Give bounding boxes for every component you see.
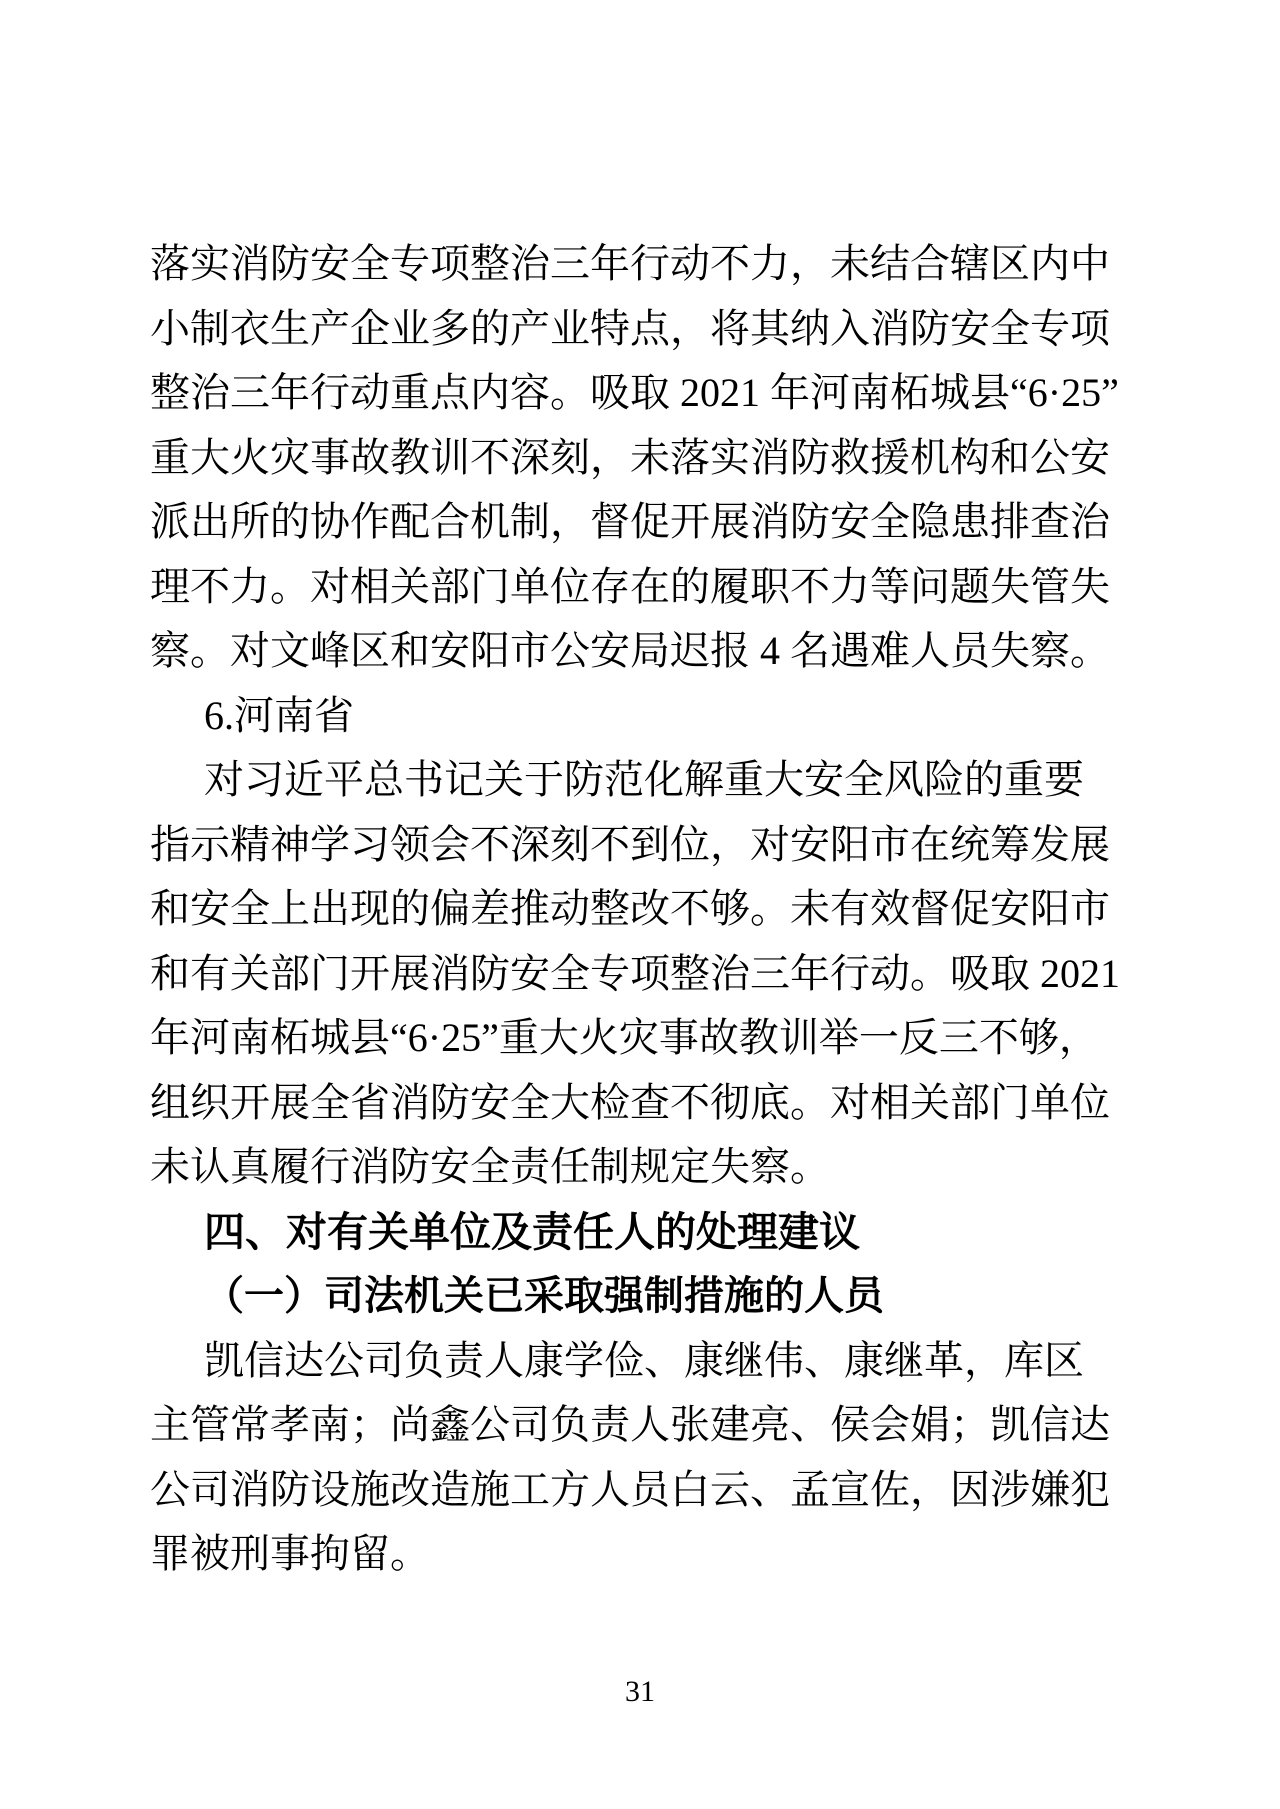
- body-line: 年河南柘城县“6·25”重大火灾事故教训举一反三不够，: [150, 1015, 1099, 1060]
- section-heading: 四、对有关单位及责任人的处理建议: [204, 1208, 860, 1255]
- subsection-heading: （一）司法机关已采取强制措施的人员: [204, 1273, 884, 1318]
- body-line: 落实消防安全专项整治三年行动不力，未结合辖区内中: [150, 241, 1110, 286]
- body-line: 指示精神学习领会不深刻不到位，对安阳市在统筹发展: [150, 821, 1110, 867]
- body-line: 和安全上出现的偏差推动整改不够。未有效督促安阳市: [150, 886, 1110, 931]
- document-text-block: [150, 232, 1120, 1587]
- body-line: 罪被刑事拘留。: [150, 1531, 430, 1576]
- body-line: 公司消防设施改造施工方人员白云、孟宣佐，因涉嫌犯: [150, 1466, 1110, 1512]
- page-number: 31: [625, 1675, 655, 1708]
- body-line: 整治三年行动重点内容。吸取 2021 年河南柘城县“6·25”: [150, 370, 1119, 415]
- body-line: 和有关部门开展消防安全专项整治三年行动。吸取 2021: [150, 950, 1120, 996]
- body-line: 未认真履行消防安全责任制规定失察。: [150, 1144, 830, 1189]
- body-line: 察。对文峰区和安阳市公安局迟报 4 名遇难人员失察。: [150, 628, 1110, 673]
- item-heading: 6.河南省: [204, 692, 354, 738]
- body-line: 理不力。对相关部门单位存在的履职不力等问题失管失: [150, 563, 1110, 609]
- body-line: 小制衣生产企业多的产业特点，将其纳入消防安全专项: [150, 305, 1110, 351]
- body-line: 凯信达公司负责人康学俭、康继伟、康继革，库区: [204, 1337, 1084, 1383]
- body-line: 派出所的协作配合机制，督促开展消防安全隐患排查治: [150, 499, 1110, 544]
- body-line: 对习近平总书记关于防范化解重大安全风险的重要: [204, 757, 1084, 802]
- body-line: 主管常孝南；尚鑫公司负责人张建亮、侯会娟；凯信达: [150, 1402, 1110, 1447]
- body-line: 组织开展全省消防安全大检查不彻底。对相关部门单位: [150, 1079, 1110, 1125]
- body-line: 重大火灾事故教训不深刻，未落实消防救援机构和公安: [150, 434, 1110, 480]
